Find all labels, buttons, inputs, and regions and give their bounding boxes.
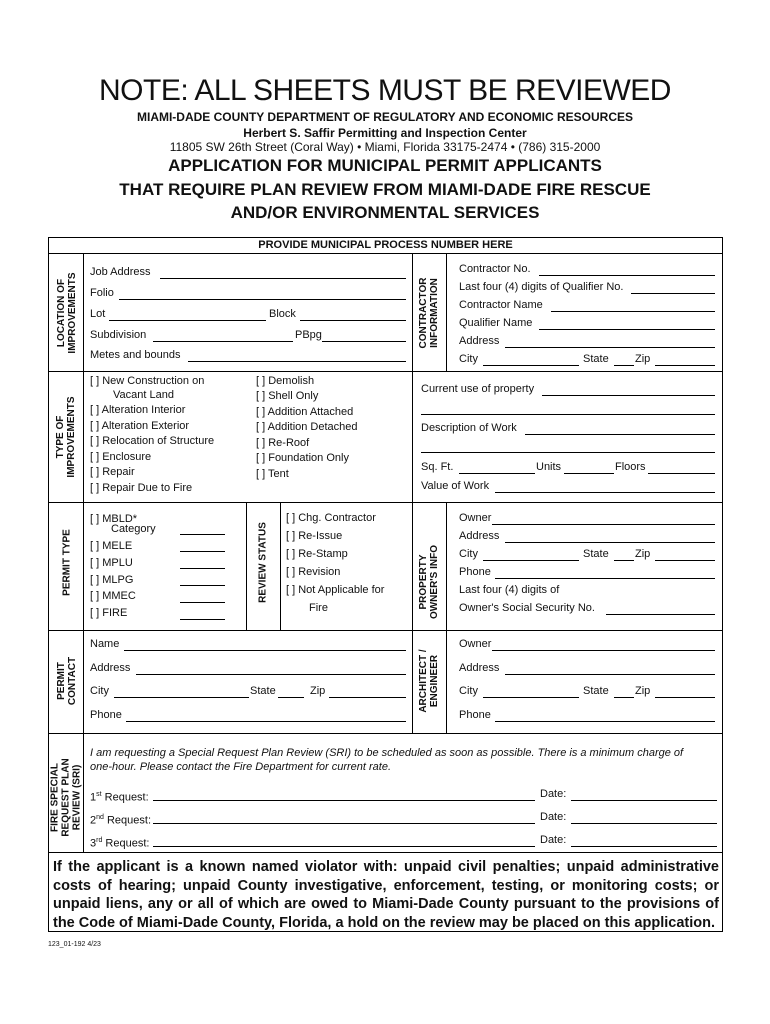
permit-mplu-field[interactable]	[180, 568, 225, 569]
review-chg-contractor[interactable]: [ ] Chg. Contractor	[286, 512, 376, 524]
permit-category-label: Category	[111, 523, 156, 535]
value-of-work-label: Value of Work	[421, 480, 490, 492]
center-address: 11805 SW 26th Street (Coral Way) • Miami, Florida 33175-2474 • (786) 315-2000	[169, 140, 601, 154]
sri-request-1-label: 1st Request:	[90, 791, 149, 804]
lot-label: Lot	[90, 308, 106, 320]
description-label: Description of Work	[421, 422, 517, 434]
contact-address-field[interactable]	[136, 674, 406, 675]
review-revision[interactable]: [ ] Revision	[286, 566, 341, 578]
form-title-line1: APPLICATION FOR MUNICIPAL PERMIT APPLICANTS	[168, 156, 602, 175]
value-of-work-field[interactable]	[495, 492, 715, 493]
owner-ssn-label-1: Last four (4) digits of	[459, 584, 560, 596]
improvement-tent[interactable]: [ ] Tent	[256, 468, 289, 480]
improvements-section-label: TYPE OF IMPROVEMENTS	[55, 396, 77, 478]
floors-label: Floors	[615, 461, 646, 473]
contractor-zip-field[interactable]	[655, 365, 715, 366]
contractor-city-label: City	[459, 353, 478, 365]
permit-mlpg-field[interactable]	[180, 585, 225, 586]
sri-text-line2: one-hour. Please contact the Fire Department for current rate.	[90, 761, 392, 773]
contact-address-label: Address	[90, 662, 131, 674]
contact-state-label: State	[250, 685, 276, 697]
architect-zip-field[interactable]	[655, 697, 715, 698]
block-label: Block	[269, 308, 296, 320]
architect-address-field[interactable]	[505, 674, 715, 675]
folio-field[interactable]	[119, 299, 406, 300]
sri-text-line1: I am requesting a Special Request Plan Review (SRI) to be scheduled as soon as possible. There is a minimum charge of	[90, 747, 684, 759]
owner-address-field[interactable]	[505, 542, 715, 543]
architect-phone-field[interactable]	[495, 721, 715, 722]
metes-field[interactable]	[188, 361, 406, 362]
sq-ft-label: Sq. Ft.	[421, 461, 454, 473]
contractor-city-field[interactable]	[483, 365, 579, 366]
review-status-section-label: REVIEW STATUS	[257, 522, 269, 603]
process-number-label: PROVIDE MUNICIPAL PROCESS NUMBER HERE	[258, 239, 513, 251]
owner-phone-field[interactable]	[495, 578, 715, 579]
owner-phone-label: Phone	[459, 566, 491, 578]
improvement-re-roof[interactable]: [ ] Re-Roof	[256, 437, 310, 449]
improvement-enclosure[interactable]: [ ] Enclosure	[90, 451, 152, 463]
improvement-foundation-only[interactable]: [ ] Foundation Only	[256, 452, 349, 464]
improvement-addition-detached[interactable]: [ ] Addition Detached	[256, 421, 358, 433]
contractor-state-label: State	[583, 353, 609, 365]
sri-section-label: FIRE SPECIAL REQUEST PLAN REVIEW (SRI)	[49, 758, 83, 837]
department-name: MIAMI-DADE COUNTY DEPARTMENT OF REGULATORY AND ECONOMIC RESOURCES	[136, 110, 633, 124]
review-re-stamp[interactable]: [ ] Re-Stamp	[286, 548, 348, 560]
current-use-field[interactable]	[542, 395, 715, 396]
pbpg-label: PBpg	[295, 329, 322, 341]
owner-zip-label: Zip	[635, 548, 651, 560]
contact-name-label: Name	[90, 638, 120, 650]
sri-date-2-label: Date:	[540, 811, 567, 823]
permit-mbld-field[interactable]	[180, 534, 225, 535]
owner-address-label: Address	[459, 530, 500, 542]
current-use-label: Current use of property	[421, 383, 535, 395]
center-name: Herbert S. Saffir Permitting and Inspection Center	[243, 126, 527, 140]
qualifier-name-label: Qualifier Name	[459, 317, 533, 329]
improvement-repair[interactable]: [ ] Repair	[90, 466, 135, 478]
location-section-label: LOCATION OF IMPROVEMENTS	[56, 272, 78, 354]
contact-state-field[interactable]	[278, 697, 304, 698]
block-field[interactable]	[300, 320, 406, 321]
contractor-section-label: CONTRACTOR INFORMATION	[418, 277, 440, 349]
contact-zip-label: Zip	[310, 685, 326, 697]
permit-fire-field[interactable]	[180, 619, 225, 620]
contact-phone-field[interactable]	[126, 721, 406, 722]
form-title-line2: THAT REQUIRE PLAN REVIEW FROM MIAMI-DADE FIRE RESCUE	[119, 180, 651, 199]
architect-address-label: Address	[459, 662, 500, 674]
architect-section-label: ARCHITECT / ENGINEER	[418, 649, 440, 713]
form-code: 123_01-192 4/23	[48, 941, 101, 948]
architect-state-field[interactable]	[614, 697, 634, 698]
improvement-alteration-exterior[interactable]: [ ] Alteration Exterior	[90, 420, 190, 432]
contractor-state-field[interactable]	[614, 365, 634, 366]
permit-mbld[interactable]: [ ] MBLD*	[90, 513, 138, 525]
review-not-applicable-fire: Fire	[309, 602, 328, 614]
contact-phone-label: Phone	[90, 709, 122, 721]
permit-mplu[interactable]: [ ] MPLU	[90, 557, 133, 569]
sri-request-2-field[interactable]	[153, 823, 535, 824]
owner-zip-field[interactable]	[655, 560, 715, 561]
review-re-issue[interactable]: [ ] Re-Issue	[286, 530, 343, 542]
owner-label: Owner	[459, 512, 492, 524]
sri-request-2-label: 2nd Request:	[90, 814, 152, 827]
sri-date-3-label: Date:	[540, 834, 567, 846]
review-not-applicable[interactable]: [ ] Not Applicable for	[286, 584, 385, 596]
qualifier-last-four-label: Last four (4) digits of Qualifier No.	[459, 281, 624, 293]
description-field-2[interactable]	[421, 452, 715, 453]
permit-type-section-label: PERMIT TYPE	[61, 529, 73, 596]
owner-ssn-field[interactable]	[606, 614, 715, 615]
owner-city-field[interactable]	[483, 560, 579, 561]
metes-label: Metes and bounds	[90, 349, 181, 361]
units-label: Units	[536, 461, 562, 473]
sri-request-1-field[interactable]	[153, 800, 535, 801]
owner-field[interactable]	[492, 524, 715, 525]
contractor-no-field[interactable]	[539, 275, 715, 276]
permit-mlpg[interactable]: [ ] MLPG	[90, 574, 134, 586]
permit-mmec[interactable]: [ ] MMEC	[90, 590, 136, 602]
description-field[interactable]	[525, 434, 715, 435]
architect-city-label: City	[459, 685, 478, 697]
contact-name-field[interactable]	[124, 650, 406, 651]
improvement-vacant-land: Vacant Land	[113, 389, 174, 401]
owner-city-label: City	[459, 548, 478, 560]
owner-section-label: PROPERTY OWNER'S INFO	[418, 544, 440, 620]
sri-date-1-field[interactable]	[571, 800, 717, 801]
architect-zip-label: Zip	[635, 685, 651, 697]
job-address-field[interactable]	[160, 278, 406, 279]
architect-owner-label: Owner	[459, 638, 492, 650]
form-title-line3: AND/OR ENVIRONMENTAL SERVICES	[230, 203, 540, 222]
owner-ssn-label-2: Owner's Social Security No.	[459, 602, 595, 614]
qualifier-last-four-field[interactable]	[631, 293, 715, 294]
architect-city-field[interactable]	[483, 697, 579, 698]
sri-date-2-field[interactable]	[571, 823, 717, 824]
improvement-repair-fire[interactable]: [ ] Repair Due to Fire	[90, 482, 193, 494]
violator-notice: If the applicant is a known named violator with: unpaid civil penalties; unpaid administrative costs of hearing; unpaid County investigative, enforcement, testing, or monitoring costs; or unpaid liens, any or all of which are owed to Miami-Dade County pursuant to the provisions of the Code of Miami-Dade County, Florida, a hold on the review may be placed on this application.	[53, 859, 719, 931]
permit-fire[interactable]: [ ] FIRE	[90, 607, 128, 619]
contractor-address-field[interactable]	[505, 347, 715, 348]
architect-state-label: State	[583, 685, 609, 697]
sri-request-3-field[interactable]	[153, 846, 535, 847]
architect-phone-label: Phone	[459, 709, 491, 721]
improvement-demolish[interactable]: [ ] Demolish	[256, 375, 315, 387]
improvement-new-construction[interactable]: [ ] New Construction on	[90, 375, 205, 387]
contractor-name-field[interactable]	[551, 311, 715, 312]
folio-label: Folio	[90, 287, 114, 299]
sri-date-3-field[interactable]	[571, 846, 717, 847]
current-use-field-2[interactable]	[421, 414, 715, 415]
permit-mele[interactable]: [ ] MELE	[90, 540, 133, 552]
architect-owner-field[interactable]	[492, 650, 715, 651]
contact-zip-field[interactable]	[329, 697, 406, 698]
improvement-shell-only[interactable]: [ ] Shell Only	[256, 390, 319, 402]
contact-city-label: City	[90, 685, 109, 697]
floors-field[interactable]	[648, 473, 715, 474]
permit-contact-section-label: PERMIT CONTACT	[56, 656, 78, 706]
contractor-zip-label: Zip	[635, 353, 651, 365]
permit-mmec-field[interactable]	[180, 602, 225, 603]
subdivision-field[interactable]	[153, 341, 293, 342]
contractor-no-label: Contractor No.	[459, 263, 531, 275]
contact-city-field[interactable]	[114, 697, 249, 698]
improvement-alteration-interior[interactable]: [ ] Alteration Interior	[90, 404, 186, 416]
qualifier-name-field[interactable]	[539, 329, 715, 330]
owner-state-field[interactable]	[614, 560, 634, 561]
sq-ft-field[interactable]	[459, 473, 535, 474]
contractor-name-label: Contractor Name	[459, 299, 543, 311]
lot-field[interactable]	[109, 320, 266, 321]
contractor-address-label: Address	[459, 335, 500, 347]
job-address-label: Job Address	[90, 266, 151, 278]
pbpg-field[interactable]	[322, 341, 406, 342]
improvement-addition-attached[interactable]: [ ] Addition Attached	[256, 406, 354, 418]
subdivision-label: Subdivision	[90, 329, 147, 341]
sri-request-3-label: 3rd Request:	[90, 837, 150, 850]
improvement-relocation[interactable]: [ ] Relocation of Structure	[90, 435, 215, 447]
application-form	[48, 237, 723, 932]
page-note: NOTE: ALL SHEETS MUST BE REVIEWED	[99, 74, 671, 107]
owner-state-label: State	[583, 548, 609, 560]
sri-date-1-label: Date:	[540, 788, 567, 800]
permit-mele-field[interactable]	[180, 551, 225, 552]
units-field[interactable]	[564, 473, 614, 474]
